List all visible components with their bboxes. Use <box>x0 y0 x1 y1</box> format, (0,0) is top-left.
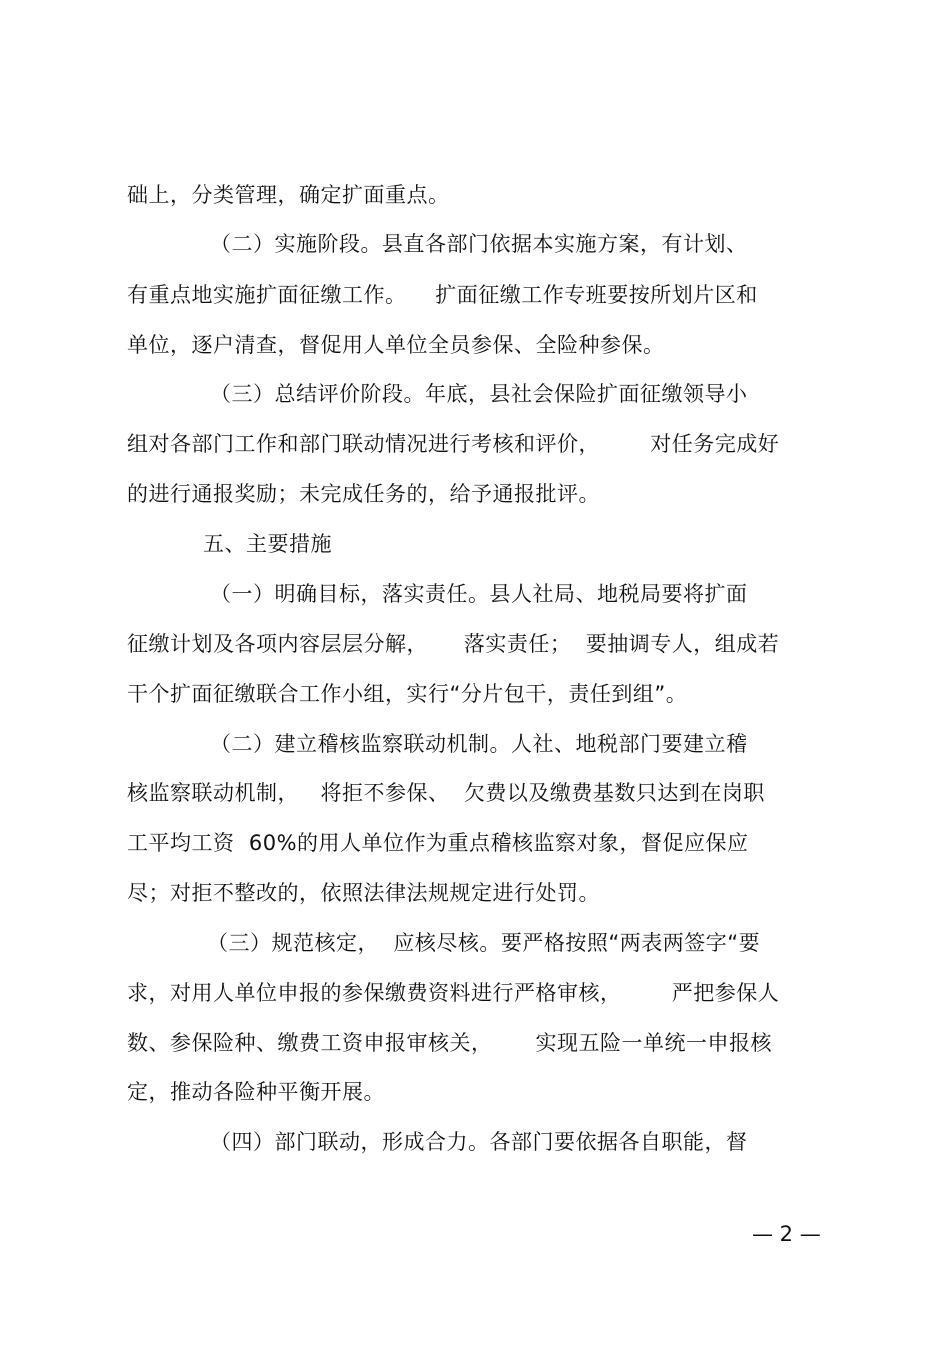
text-line-13: 核监察联动机制， 将拒不参保、 欠费以及缴费基数只达到在岗职 <box>127 781 765 805</box>
text-line-9: （一）明确目标，落实责任。县人社局、地税局要将扩面 <box>210 582 748 606</box>
text-line-20: （四）部门联动，形成合力。各部门要依据各自职能，督 <box>210 1130 748 1154</box>
text-line-15: 尽；对拒不整改的，依照法律法规规定进行处罚。 <box>127 881 600 905</box>
text-line-16: （三）规范核定， 应核尽核。要严格按照“两表两签字“要 <box>207 931 761 955</box>
text-line-11: 干个扩面征缴联合工作小组，实行“分片包干，责任到组”。 <box>127 682 688 706</box>
text-line-6: 组对各部门工作和部门联动情况进行考核和评价， 对任务完成好 <box>127 432 780 456</box>
section-heading: 五、主要措施 <box>203 532 332 556</box>
text-line-12: （二）建立稽核监察联动机制。人社、地税部门要建立稽 <box>210 732 748 756</box>
text-line-10: 征缴计划及各项内容层层分解， 落实责任； 要抽调专人，组成若 <box>127 632 780 656</box>
text-line-3: 有重点地实施扩面征缴工作。 扩面征缴工作专班要按所划片区和 <box>127 283 758 307</box>
text-line-17: 求，对用人单位申报的参保缴费资料进行严格审核， 严把参保人 <box>127 981 780 1005</box>
text-line-19: 定，推动各险种平衡开展。 <box>127 1080 385 1104</box>
text-line-4: 单位，逐户清查，督促用人单位全员参保、全险种参保。 <box>127 333 665 357</box>
text-line-7: 的进行通报奖励；未完成任务的，给予通报批评。 <box>127 482 600 506</box>
page-number: — 2 — <box>752 1222 821 1246</box>
text-line-2: （二）实施阶段。县直各部门依据本实施方案，有计划、 <box>210 232 748 256</box>
text-line-5: （三）总结评价阶段。年底，县社会保险扩面征缴领导小 <box>210 382 748 406</box>
text-line-1: 础上，分类管理，确定扩面重点。 <box>127 183 450 207</box>
text-line-14: 工平均工资 60%的用人单位作为重点稽核监察对象，督促应保应 <box>127 831 749 855</box>
text-line-18: 数、参保险种、缴费工资申报审核关， 实现五险一单统一申报核 <box>127 1031 773 1055</box>
